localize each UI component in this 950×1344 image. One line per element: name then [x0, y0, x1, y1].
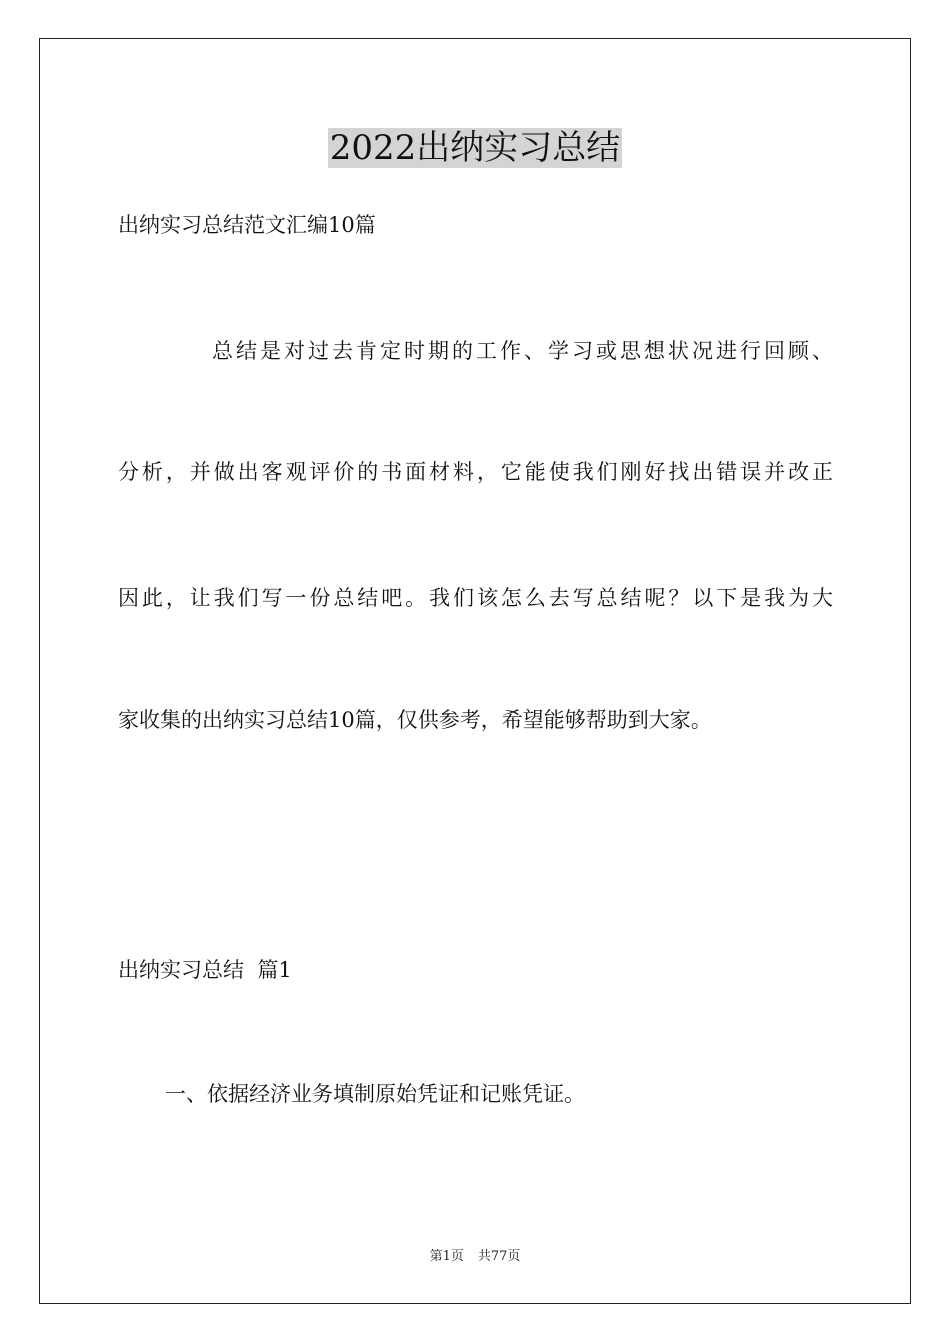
section-heading: 出纳实习总结 篇1 — [118, 958, 292, 982]
document-subtitle: 出纳实习总结范文汇编10篇 — [118, 213, 376, 237]
document-title — [0, 126, 950, 170]
page-footer — [0, 1248, 950, 1266]
paragraph-line-3: 因此，让我们写一份总结吧。我们该怎么去写总结呢？以下是我为大 — [118, 586, 833, 610]
paragraph-line-4: 家收集的出纳实习总结10篇，仅供参考，希望能够帮助到大家。 — [118, 708, 712, 732]
page-number: 第1页 — [429, 1249, 464, 1264]
list-item: 一、依据经济业务填制原始凭证和记账凭证。 — [165, 1082, 585, 1106]
paragraph-line-1: 总结是对过去肯定时期的工作、学习或思想状况进行回顾、 — [212, 339, 833, 363]
paragraph-line-2: 分析，并做出客观评价的书面材料，它能使我们刚好找出错误并改正 — [118, 460, 833, 484]
title-text: 2022出纳实习总结 — [329, 128, 621, 168]
page-total: 共77页 — [477, 1249, 521, 1264]
